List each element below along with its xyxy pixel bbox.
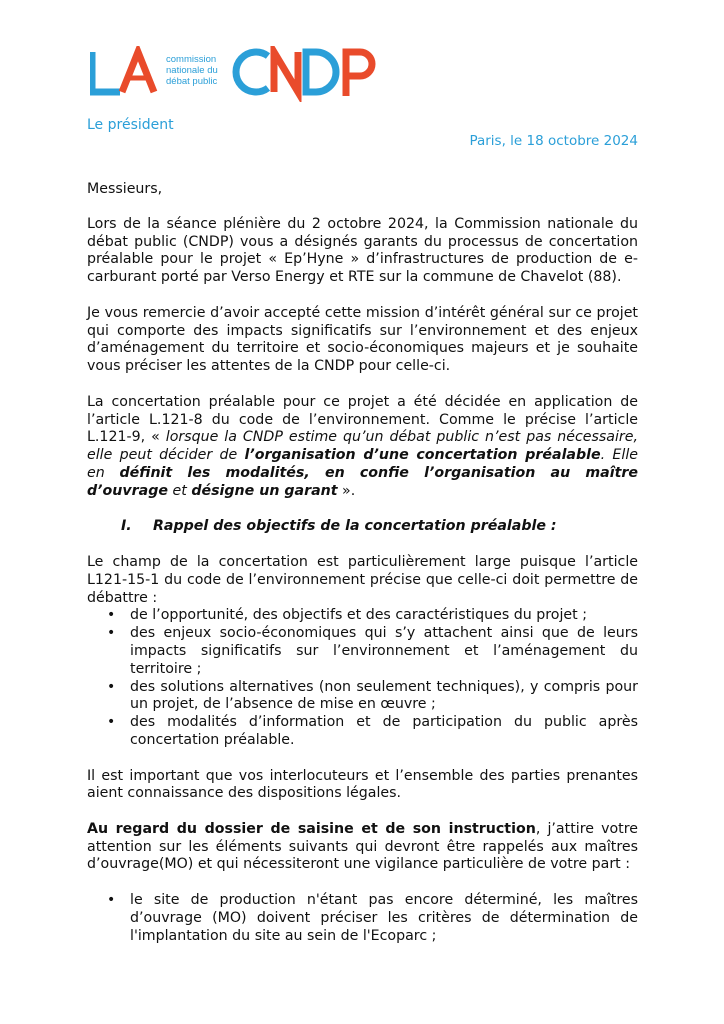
section-heading bbox=[87, 518, 638, 536]
section-title: Rappel des objectifs de la concertation préalable : bbox=[153, 518, 557, 535]
objectives-list bbox=[87, 607, 638, 749]
p3-text: ». bbox=[337, 482, 356, 499]
p6-bold: Au regard du dossier de saisine et de son instruction bbox=[87, 820, 536, 837]
salutation: Messieurs, bbox=[87, 181, 163, 197]
list-item-text: de l’opportunité, des objectifs et des caractéristiques du projet ; bbox=[130, 607, 587, 624]
paragraph-1: Lors de la séance plénière du 2 octobre 2024, la Commission nationale du débat public (CNDP) vous a désignés garants du processus de concertation préalable pour le projet « Ep’Hyne » d’infrastructures de production de e-carburant porté par Verso Energy et RTE sur la commune de Chavelot (88). bbox=[87, 215, 638, 286]
bullet-icon: • bbox=[107, 892, 116, 909]
logo-caption bbox=[166, 54, 218, 87]
paragraph-3 bbox=[87, 394, 638, 501]
logo-caption-line: commission bbox=[166, 54, 217, 65]
list-item-text: des modalités d’information et de participation du public après concertation préalable. bbox=[130, 714, 638, 748]
place-date: Paris, le 18 octobre 2024 bbox=[469, 133, 638, 149]
p3-quote: lorsque la CNDP estime qu’un débat public n’est pas nécessaire, elle peut décider de bbox=[87, 429, 638, 464]
list-item bbox=[87, 892, 638, 945]
logo-caption-line: débat public bbox=[166, 76, 218, 87]
bullet-icon: • bbox=[107, 678, 116, 695]
list-item bbox=[87, 607, 638, 625]
bullet-icon: • bbox=[107, 714, 116, 731]
p3-text: La concertation préalable pour ce projet a été décidée en application de l’article L.121-8 du code de l’environnement. Comme le précise l’article L.121-9, « bbox=[87, 393, 638, 446]
p3-quote: . Elle en bbox=[87, 447, 639, 481]
list-item-text: le site de production n'étant pas encore déterminé, les maîtres d’ouvrage (MO) doivent préciser les critères de détermination de l'implantation du site au sein de l'Ecoparc ; bbox=[130, 892, 638, 944]
list-item bbox=[87, 714, 638, 750]
p6-text: , j’attire votre attention sur les éléments suivants qui devront être rappelés aux maîtres d’ouvrage(MO) et qui nécessiteront une vigilance particulière de votre part : bbox=[87, 820, 638, 873]
paragraph-2: Je vous remercie d’avoir accepté cette mission d’intérêt général sur ce projet qui comporte des impacts significatifs sur l’environnement et des enjeux d’aménagement du territoire et socio-économiques majeurs et je souhaite vous préciser les attentes de la CNDP pour celle-ci. bbox=[87, 304, 638, 375]
p3-quote-bold: définit les modalités, en confie l’organisation au maître d’ouvrage bbox=[87, 464, 639, 499]
p3-quote-bold: désigne un garant bbox=[191, 482, 338, 499]
list-item bbox=[87, 625, 638, 678]
list-item-text: des enjeux socio-économiques qui s’y attachent ainsi que de leurs impacts significatifs sur l’environnement et l’aménagement du territoire ; bbox=[130, 625, 638, 677]
list-item bbox=[87, 679, 638, 715]
paragraph-6 bbox=[87, 821, 638, 874]
signatory-title: Le président bbox=[87, 117, 174, 133]
list-item-text: des solutions alternatives (non seulement techniques), y compris pour un projet, de l’absence de mise en œuvre ; bbox=[130, 678, 638, 713]
letter-body bbox=[87, 181, 638, 963]
paragraph-4: Le champ de la concertation est particulièrement large puisque l’article L121-15-1 du code de l’environnement précise que celle-ci doit permettre de débattre : bbox=[87, 553, 638, 606]
bullet-icon: • bbox=[107, 625, 116, 642]
p3-quote-bold: l’organisation d’une concertation préalable bbox=[244, 447, 601, 464]
bullet-icon: • bbox=[107, 607, 116, 624]
p3-quote: et bbox=[168, 482, 192, 499]
paragraph-5: Il est important que vos interlocuteurs et l’ensemble des parties prenantes aient connaissance des dispositions légales. bbox=[87, 767, 638, 802]
logo-caption-line: nationale du bbox=[166, 65, 218, 76]
section-number: I. bbox=[121, 518, 132, 535]
logo-graphic bbox=[90, 46, 390, 102]
vigilance-list bbox=[87, 892, 638, 945]
cndp-logo bbox=[90, 46, 390, 102]
